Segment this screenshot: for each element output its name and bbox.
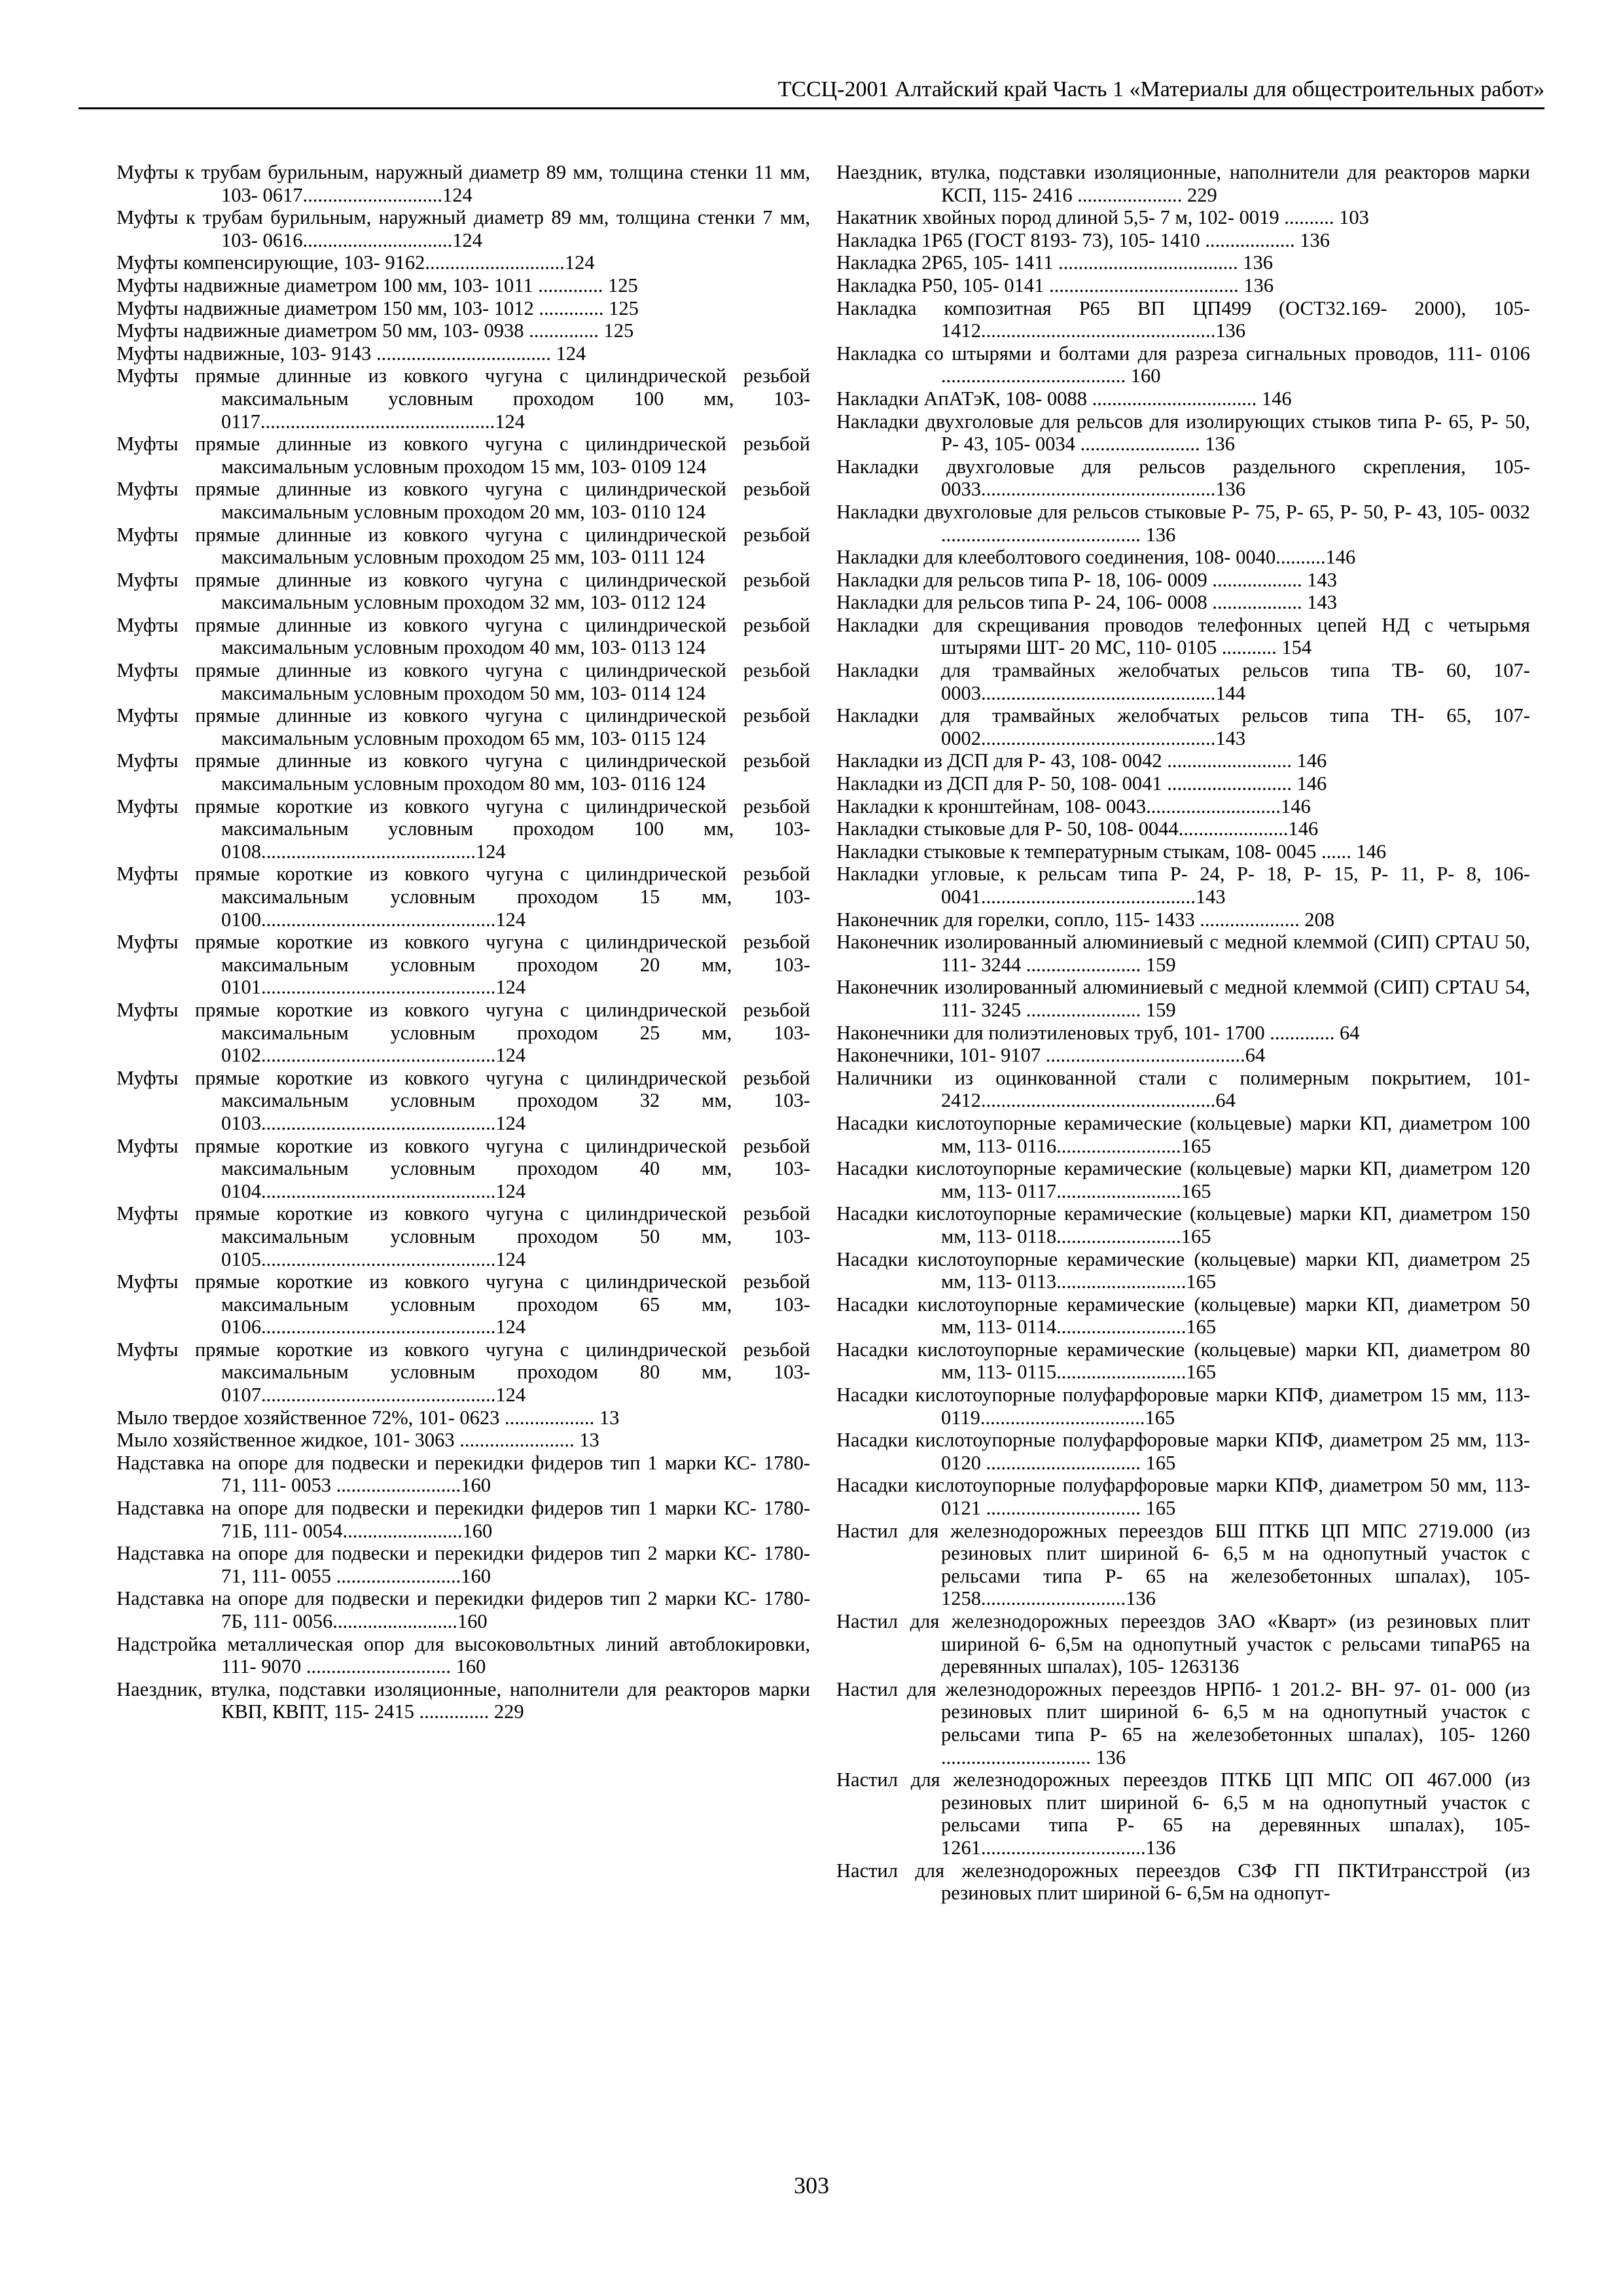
index-entry: Накладки угловые, к рельсам типа Р- 24, Р- 18, Р- 15, Р- 11, Р- 8, 106- 0041...........................................143 <box>836 863 1530 908</box>
index-entry: Накладки из ДСП для Р- 43, 108- 0042 ......................... 146 <box>836 749 1327 772</box>
index-entry: Насадки кислотоупорные керамические (кольцевые) марки КП, диаметром 100 мм, 113- 0116.........................165 <box>836 1111 1530 1157</box>
index-entry: Муфты прямые короткие из ковкого чугуна с цилиндрической резьбой максимальным условным проходом 32 мм, 103- 0103...............................................124 <box>116 1066 810 1134</box>
index-entry: Муфты прямые короткие из ковкого чугуна с цилиндрической резьбой максимальным условным проходом 100 мм, 103- 0108...........................................124 <box>116 795 810 863</box>
index-entry: Накатник хвойных пород длиной 5,5- 7 м, 102- 0019 .......... 103 <box>836 206 1369 229</box>
index-entry: Насадки кислотоупорные керамические (кольцевые) марки КП, диаметром 150 мм, 113- 0118.........................165 <box>836 1202 1530 1247</box>
index-entry: Мыло хозяйственное жидкое, 101- 3063 ....................... 13 <box>116 1429 599 1452</box>
index-entry: Надставка на опоре для подвески и перекидки фидеров тип 2 марки КС- 1780- 7Б, 111- 0056.........................160 <box>116 1587 810 1632</box>
index-entry: Насадки кислотоупорные керамические (кольцевые) марки КП, диаметром 120 мм, 113- 0117.........................165 <box>836 1157 1530 1202</box>
index-column-right <box>836 161 1530 1905</box>
index-entry: Муфты прямые короткие из ковкого чугуна с цилиндрической резьбой максимальным условным проходом 50 мм, 103- 0105...............................................124 <box>116 1202 810 1270</box>
index-entry: Накладки двухголовые для рельсов для изолирующих стыков типа Р- 65, Р- 50, Р- 43, 105- 0034 ........................ 136 <box>836 410 1530 456</box>
index-entry: Муфты прямые короткие из ковкого чугуна с цилиндрической резьбой максимальным условным проходом 15 мм, 103- 0100...............................................124 <box>116 863 810 931</box>
index-entry: Накладки для клееболтового соединения, 108- 0040..........146 <box>836 546 1356 569</box>
header-title: ТССЦ-2001 Алтайский край Часть 1 «Материалы для общестроительных работ» <box>777 77 1544 101</box>
index-entry: Настил для железнодорожных переездов НРПб- 1 201.2- ВН- 97- 01- 000 (из резиновых плит шириной 6- 6,5 м на однопутный участок с рельсами типа Р- 65 на железобетонных шпалах), 105- 1260 .............................. 136 <box>836 1677 1530 1768</box>
index-entry: Накладки стыковые к температурным стыкам, 108- 0045 ...... 146 <box>836 840 1387 863</box>
index-entry: Наконечник изолированный алюминиевый с медной клеммой (СИП) CPTAU 54, 111- 3245 ....................... 159 <box>836 976 1530 1021</box>
index-entry: Накладка со штырями и болтами для разреза сигнальных проводов, 111- 0106 ..................................... 160 <box>836 342 1530 387</box>
index-entry: Накладка 1Р65 (ГОСТ 8193- 73), 105- 1410 .................. 136 <box>836 228 1330 251</box>
index-entry: Настил для железнодорожных переездов ЗАО «Кварт» (из резиновых плит шириной 6- 6,5м на однопутный участок с рельсами типаР65 на деревянных шпалах), 105- 1263136 <box>836 1610 1530 1678</box>
index-entry: Настил для железнодорожных переездов СЗФ ГП ПКТИтрансстрой (из резиновых плит шириной 6- 6,5м на однопут- <box>836 1859 1530 1905</box>
index-entry: Муфты надвижные диаметром 100 мм, 103- 1011 ............. 125 <box>116 274 638 296</box>
index-entry: Накладки для трамвайных желобчатых рельсов типа ТВ- 60, 107- 0003...............................................144 <box>836 659 1530 704</box>
index-entry: Мыло твердое хозяйственное 72%, 101- 0623 .................. 13 <box>116 1406 620 1429</box>
index-entry: Накладка композитная Р65 ВП ЦП499 (ОСТ32.169- 2000), 105- 1412...............................................136 <box>836 296 1530 342</box>
index-entry: Муфты прямые короткие из ковкого чугуна с цилиндрической резьбой максимальным условным проходом 80 мм, 103- 0107...............................................124 <box>116 1338 810 1407</box>
index-entry: Наконечники, 101- 9107 ........................................64 <box>836 1044 1266 1067</box>
index-entry: Муфты прямые короткие из ковкого чугуна с цилиндрической резьбой максимальным условным проходом 20 мм, 103- 0101...............................................124 <box>116 931 810 999</box>
index-entry: Муфты прямые короткие из ковкого чугуна с цилиндрической резьбой максимальным условным проходом 40 мм, 103- 0104...............................................124 <box>116 1134 810 1202</box>
index-entry: Муфты прямые длинные из ковкого чугуна с цилиндрической резьбой максимальным условным проходом 50 мм, 103- 0114 124 <box>116 659 810 704</box>
index-entry: Накладки для рельсов типа Р- 24, 106- 0008 .................. 143 <box>836 591 1337 614</box>
index-entry: Насадки кислотоупорные полуфарфоровые марки КПФ, диаметром 15 мм, 113- 0119.................................165 <box>836 1384 1530 1429</box>
index-entry: Насадки кислотоупорные керамические (кольцевые) марки КП, диаметром 25 мм, 113- 0113..........................165 <box>836 1247 1530 1293</box>
index-entry: Муфты прямые длинные из ковкого чугуна с цилиндрической резьбой максимальным условным проходом 15 мм, 103- 0109 124 <box>116 433 810 478</box>
index-entry: Наконечник изолированный алюминиевый с медной клеммой (СИП) CPTAU 50, 111- 3244 ....................... 159 <box>836 931 1530 976</box>
index-entry: Муфты прямые короткие из ковкого чугуна с цилиндрической резьбой максимальным условным проходом 65 мм, 103- 0106...............................................124 <box>116 1270 810 1338</box>
index-entry: Накладки из ДСП для Р- 50, 108- 0041 ......................... 146 <box>836 772 1327 795</box>
index-entry: Муфты компенсирующие, 103- 9162............................124 <box>116 251 595 274</box>
index-entry: Накладки для трамвайных желобчатых рельсов типа ТН- 65, 107- 0002...............................................143 <box>836 704 1530 749</box>
index-entry: Накладки стыковые для Р- 50, 108- 0044......................146 <box>836 817 1319 840</box>
index-entry: Надставка на опоре для подвески и перекидки фидеров тип 2 марки КС- 1780- 71, 111- 0055 .........................160 <box>116 1542 810 1587</box>
index-entry: Накладка Р50, 105- 0141 ...................................... 136 <box>836 274 1274 296</box>
index-entry: Надставка на опоре для подвески и перекидки фидеров тип 1 марки КС- 1780- 71, 111- 0053 .........................160 <box>116 1451 810 1497</box>
index-entry: Муфты прямые длинные из ковкого чугуна с цилиндрической резьбой максимальным условным проходом 25 мм, 103- 0111 124 <box>116 523 810 569</box>
index-entry: Муфты надвижные диаметром 150 мм, 103- 1012 ............. 125 <box>116 296 639 319</box>
index-entry: Муфты прямые длинные из ковкого чугуна с цилиндрической резьбой максимальным условным проходом 100 мм, 103- 0117...............................................124 <box>116 365 810 433</box>
index-entry: Накладки к кронштейнам, 108- 0043...........................146 <box>836 795 1311 817</box>
index-entry: Настил для железнодорожных переездов ПТКБ ЦП МПС ОП 467.000 (из резиновых плит шириной 6- 6,5 м на однопутный участок с рельсами типа Р- 65 на деревянных шпалах), 105- 1261.................................136 <box>836 1768 1530 1859</box>
page-header <box>79 65 1544 109</box>
index-entry: Муфты надвижные диаметром 50 мм, 103- 0938 .............. 125 <box>116 319 634 342</box>
index-entry: Накладка 2Р65, 105- 1411 .................................... 136 <box>836 251 1274 274</box>
index-column-left <box>116 161 810 1723</box>
index-entry: Насадки кислотоупорные керамические (кольцевые) марки КП, диаметром 80 мм, 113- 0115..........................165 <box>836 1338 1530 1384</box>
index-entry: Муфты прямые короткие из ковкого чугуна с цилиндрической резьбой максимальным условным проходом 25 мм, 103- 0102...............................................124 <box>116 998 810 1067</box>
index-entry: Муфты прямые длинные из ковкого чугуна с цилиндрической резьбой максимальным условным проходом 65 мм, 103- 0115 124 <box>116 704 810 749</box>
index-entry: Насадки кислотоупорные керамические (кольцевые) марки КП, диаметром 50 мм, 113- 0114..........................165 <box>836 1293 1530 1338</box>
index-entry: Наконечники для полиэтиленовых труб, 101- 1700 ............. 64 <box>836 1021 1360 1044</box>
index-entry: Надставка на опоре для подвески и перекидки фидеров тип 1 марки КС- 1780- 71Б, 111- 0054........................160 <box>116 1497 810 1542</box>
index-entry: Надстройка металлическая опор для высоковольтных линий автоблокировки, 111- 9070 ............................. 160 <box>116 1632 810 1678</box>
index-entry: Накладки двухголовые для рельсов раздельного скрепления, 105- 0033...............................................136 <box>836 455 1530 501</box>
index-entry: Накладки для скрещивания проводов телефонных цепей НД с четырьмя штырями ШТ- 20 МС, 110- 0105 ........... 154 <box>836 613 1530 659</box>
index-entry: Наличники из оцинкованной стали с полимерным покрытием, 101- 2412...............................................64 <box>836 1066 1530 1112</box>
index-entry: Муфты прямые длинные из ковкого чугуна с цилиндрической резьбой максимальным условным проходом 32 мм, 103- 0112 124 <box>116 568 810 614</box>
index-entry: Наконечник для горелки, сопло, 115- 1433 .................... 208 <box>836 908 1335 931</box>
index-entry: Муфты к трубам бурильным, наружный диаметр 89 мм, толщина стенки 11 мм, 103- 0617............................124 <box>116 161 810 206</box>
index-entry: Накладки АпАТэК, 108- 0088 ................................. 146 <box>836 387 1292 410</box>
index-entry: Муфты надвижные, 103- 9143 ................................... 124 <box>116 342 586 365</box>
index-entry: Накладки двухголовые для рельсов стыковые Р- 75, Р- 65, Р- 50, Р- 43, 105- 0032 ........................................ 136 <box>836 500 1530 546</box>
index-entry: Муфты прямые длинные из ковкого чугуна с цилиндрической резьбой максимальным условным проходом 20 мм, 103- 0110 124 <box>116 478 810 523</box>
index-entry: Наездник, втулка, подставки изоляционные, наполнители для реакторов марки КВП, КВПТ, 115- 2415 .............. 229 <box>116 1677 810 1723</box>
index-entry: Наездник, втулка, подставки изоляционные, наполнители для реакторов марки КСП, 115- 2416 ..................... 229 <box>836 161 1530 206</box>
index-entry: Муфты прямые длинные из ковкого чугуна с цилиндрической резьбой максимальным условным проходом 80 мм, 103- 0116 124 <box>116 749 810 795</box>
index-entry: Муфты прямые длинные из ковкого чугуна с цилиндрической резьбой максимальным условным проходом 40 мм, 103- 0113 124 <box>116 613 810 659</box>
index-entry: Накладки для рельсов типа Р- 18, 106- 0009 .................. 143 <box>836 568 1337 591</box>
index-entry: Настил для железнодорожных переездов БШ ПТКБ ЦП МПС 2719.000 (из резиновых плит шириной 6- 6,5 м на однопутный участок с рельсами типа Р- 65 на железобетонных шпалах), 105- 1258.............................136 <box>836 1519 1530 1610</box>
index-entry: Муфты к трубам бурильным, наружный диаметр 89 мм, толщина стенки 7 мм, 103- 0616..............................124 <box>116 206 810 251</box>
page-number: 303 <box>794 2172 829 2198</box>
index-entry: Насадки кислотоупорные полуфарфоровые марки КПФ, диаметром 50 мм, 113- 0121 ............................... 165 <box>836 1474 1530 1520</box>
index-entry: Насадки кислотоупорные полуфарфоровые марки КПФ, диаметром 25 мм, 113- 0120 ............................... 165 <box>836 1429 1530 1474</box>
